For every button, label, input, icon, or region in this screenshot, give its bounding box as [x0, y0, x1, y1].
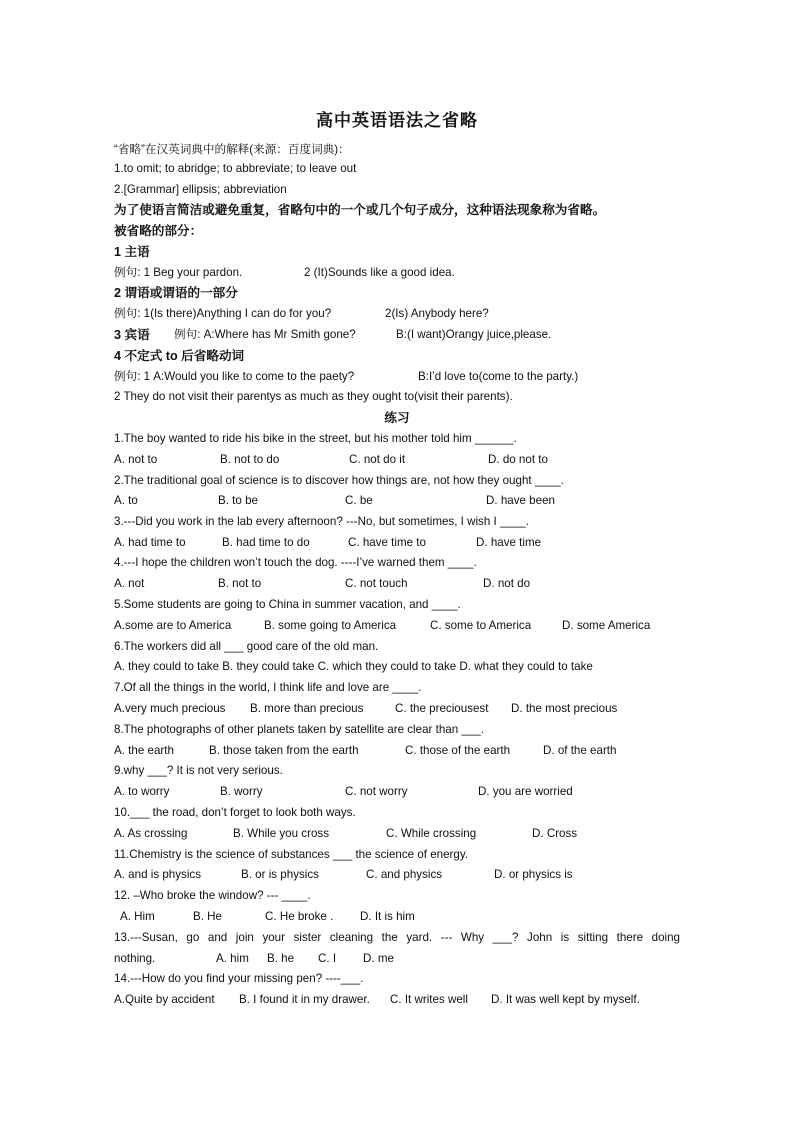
question-11-option-b: B. or is physics	[241, 868, 319, 881]
question-5-option-a: A.some are to America	[114, 619, 232, 632]
question-9-option-b: B. worry	[220, 785, 263, 798]
parts-heading: 被省略的部分：	[114, 224, 203, 238]
question-3-option-a: A. had time to	[114, 536, 186, 549]
question-4-option-c: C. not touch	[345, 577, 408, 590]
question-5: 5.Some students are going to China in summer vacation, and ____.	[114, 598, 461, 611]
question-3: 3.---Did you work in the lab every afternoon? ---No, but sometimes, I wish I ____.	[114, 515, 529, 528]
question-13-option-a: A. him	[216, 952, 249, 965]
section-4-heading: 4 不定式 to 后省略动词	[114, 349, 245, 363]
question-12-option-c: C. He broke .	[265, 910, 334, 923]
question-1-option-c: C. not do it	[349, 453, 406, 466]
section-4-example-b: B:I’d love to(come to the party.)	[418, 370, 579, 383]
question-7: 7.Of all the things in the world, I think life and love are ____.	[114, 681, 422, 694]
question-13-continuation: nothing.	[114, 952, 156, 965]
question-13-option-c: C. I	[318, 952, 337, 965]
question-14-option-c: C. It writes well	[390, 993, 468, 1006]
question-7-option-d: D. the most precious	[511, 702, 618, 715]
question-2: 2.The traditional goal of science is to discover how things are, not how they ought ____.	[114, 474, 564, 487]
question-14: 14.---How do you find your missing pen? ----___.	[114, 972, 364, 985]
question-13-option-d: D. me	[363, 952, 394, 965]
question-9-option-d: D. you are worried	[478, 785, 573, 798]
question-10-option-d: D. Cross	[532, 827, 578, 840]
section-1-example-b: 2 (It)Sounds like a good idea.	[304, 266, 455, 279]
question-5-option-d: D. some America	[562, 619, 651, 632]
question-11-option-c: C. and physics	[366, 868, 443, 881]
ellipsis-definition: 为了使语言简洁或避免重复，省略句中的一个或几个句子成分，这种语法现象称为省略。	[114, 203, 606, 217]
question-7-option-b: B. more than precious	[250, 702, 364, 715]
question-9-option-a: A. to worry	[114, 785, 170, 798]
question-8-option-a: A. the earth	[114, 744, 174, 757]
question-5-option-c: C. some to America	[430, 619, 532, 632]
question-4-option-a: A. not	[114, 577, 145, 590]
section-4-example-c: 2 They do not visit their parentys as much as they ought to(visit their parents).	[114, 390, 513, 403]
question-13-option-b: B. he	[267, 952, 295, 965]
question-8: 8.The photographs of other planets taken by satellite are clear than ___.	[114, 723, 484, 736]
question-3-option-d: D. have time	[476, 536, 542, 549]
section-4-example-a: 例句: 1 A:Would you like to come to the paety?	[114, 370, 355, 383]
question-3-option-c: C. have time to	[348, 536, 426, 549]
question-4-option-d: D. not do	[483, 577, 531, 590]
question-1-option-d: D. do not to	[488, 453, 548, 466]
question-8-option-c: C. those of the earth	[405, 744, 511, 757]
question-1-option-b: B. not to do	[220, 453, 280, 466]
question-10: 10.___ the road, don’t forget to look both ways.	[114, 806, 356, 819]
section-2-example-a: 例句: 1(Is there)Anything I can do for you?	[114, 307, 332, 320]
question-4: 4.---I hope the children won’t touch the dog. ----I’ve warned them ____.	[114, 556, 477, 569]
question-1: 1.The boy wanted to ride his bike in the street, but his mother told him ______.	[114, 432, 517, 445]
section-3-example-a: 例句: A:Where has Mr Smith gone?	[174, 328, 356, 341]
section-1-heading: 1 主语	[114, 245, 150, 259]
question-9-option-c: C. not worry	[345, 785, 408, 798]
question-6-options: A. they could to take B. they could take C. which they could to take D. what they could to take	[114, 660, 593, 673]
question-8-option-b: B. those taken from the earth	[209, 744, 359, 757]
question-9: 9.why ___? It is not very serious.	[114, 764, 283, 777]
section-3-heading: 3 宾语	[114, 328, 150, 342]
question-1-option-a: A. not to	[114, 453, 158, 466]
question-2-option-a: A. to	[114, 494, 138, 507]
question-10-option-b: B. While you cross	[233, 827, 329, 840]
question-3-option-b: B. had time to do	[222, 536, 310, 549]
question-2-option-c: C. be	[345, 494, 373, 507]
question-14-option-b: B. I found it in my drawer.	[239, 993, 370, 1006]
exercise-heading: 练习	[384, 411, 410, 425]
question-14-option-d: D. It was well kept by myself.	[491, 993, 640, 1006]
section-1-example-a: 例句: 1 Beg your pardon.	[114, 266, 243, 279]
question-14-option-a: A.Quite by accident	[114, 993, 215, 1006]
question-11-option-a: A. and is physics	[114, 868, 201, 881]
section-2-heading: 2 谓语或谓语的一部分	[114, 286, 238, 300]
question-10-option-c: C. While crossing	[386, 827, 477, 840]
definition-1: 1.to omit; to abridge; to abbreviate; to leave out	[114, 162, 357, 175]
question-2-option-d: D. have been	[486, 494, 555, 507]
question-2-option-b: B. to be	[218, 494, 258, 507]
question-6: 6.The workers did all ___ good care of the old man.	[114, 640, 379, 653]
question-4-option-b: B. not to	[218, 577, 262, 590]
source-line: “省略”在汉英词典中的解释(来源：百度词典)：	[114, 143, 350, 156]
question-13: 13.---Susan, go and join your sister cleaning the yard. --- Why ___? John is sitting there doing	[114, 931, 680, 944]
question-12-option-b: B. He	[193, 910, 222, 923]
page-title: 高中英语语法之省略	[316, 111, 478, 131]
question-7-option-a: A.very much precious	[114, 702, 226, 715]
question-7-option-c: C. the preciousest	[395, 702, 489, 715]
question-8-option-d: D. of the earth	[543, 744, 617, 757]
question-11-option-d: D. or physics is	[494, 868, 573, 881]
definition-2: 2.[Grammar] ellipsis; abbreviation	[114, 183, 287, 196]
question-12-option-a: A. Him	[120, 910, 155, 923]
question-11: 11.Chemistry is the science of substances ___ the science of energy.	[114, 848, 469, 861]
question-5-option-b: B. some going to America	[264, 619, 397, 632]
question-12: 12. –Who broke the window? --- ____.	[114, 889, 311, 902]
question-12-option-d: D. It is him	[360, 910, 415, 923]
section-3-example-b: B:(I want)Orangy juice,please.	[396, 328, 552, 341]
question-10-option-a: A. As crossing	[114, 827, 188, 840]
section-2-example-b: 2(Is) Anybody here?	[385, 307, 489, 320]
